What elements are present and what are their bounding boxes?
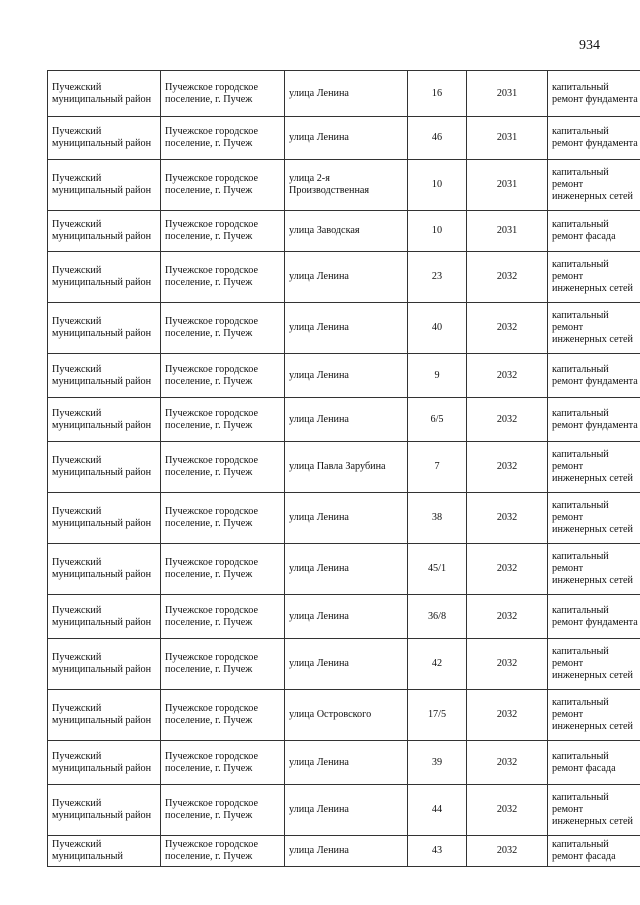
year-cell: 2032 (467, 544, 548, 595)
district-cell: Пучежский муниципальный район (48, 117, 161, 160)
settlement-cell: Пучежское городское поселение, г. Пучеж (161, 785, 285, 836)
settlement-cell: Пучежское городское поселение, г. Пучеж (161, 639, 285, 690)
work-type-cell: капитальный ремонт инженерных сетей (548, 785, 640, 836)
settlement-cell: Пучежское городское поселение, г. Пучеж (161, 741, 285, 785)
year-cell: 2031 (467, 71, 548, 117)
settlement-cell: Пучежское городское поселение, г. Пучеж (161, 160, 285, 211)
house-number-cell: 43 (408, 836, 467, 867)
house-number-cell: 36/8 (408, 595, 467, 639)
street-cell: улица Ленина (285, 639, 408, 690)
work-type-cell: капитальный ремонт инженерных сетей (548, 639, 640, 690)
district-cell: Пучежский муниципальный район (48, 741, 161, 785)
street-cell: улица Ленина (285, 493, 408, 544)
year-cell: 2032 (467, 741, 548, 785)
district-cell: Пучежский муниципальный (48, 836, 161, 867)
street-cell: улица Ленина (285, 354, 408, 398)
table-body (48, 71, 640, 867)
year-cell: 2032 (467, 398, 548, 442)
year-cell: 2032 (467, 690, 548, 741)
street-cell: улица 2-я Производственная (285, 160, 408, 211)
settlement-cell: Пучежское городское поселение, г. Пучеж (161, 836, 285, 867)
street-cell: улица Ленина (285, 741, 408, 785)
street-cell: улица Павла Зарубина (285, 442, 408, 493)
settlement-cell: Пучежское городское поселение, г. Пучеж (161, 252, 285, 303)
house-number-cell: 23 (408, 252, 467, 303)
settlement-cell: Пучежское городское поселение, г. Пучеж (161, 442, 285, 493)
table-row (48, 785, 640, 836)
repair-schedule-table (47, 70, 640, 867)
house-number-cell: 38 (408, 493, 467, 544)
street-cell: улица Ленина (285, 117, 408, 160)
district-cell: Пучежский муниципальный район (48, 595, 161, 639)
house-number-cell: 17/5 (408, 690, 467, 741)
table-row (48, 836, 640, 867)
district-cell: Пучежский муниципальный район (48, 398, 161, 442)
table-row (48, 252, 640, 303)
work-type-cell: капитальный ремонт инженерных сетей (548, 303, 640, 354)
work-type-cell: капитальный ремонт инженерных сетей (548, 690, 640, 741)
table-row (48, 160, 640, 211)
settlement-cell: Пучежское городское поселение, г. Пучеж (161, 544, 285, 595)
street-cell: улица Ленина (285, 544, 408, 595)
settlement-cell: Пучежское городское поселение, г. Пучеж (161, 117, 285, 160)
house-number-cell: 40 (408, 303, 467, 354)
year-cell: 2032 (467, 493, 548, 544)
settlement-cell: Пучежское городское поселение, г. Пучеж (161, 398, 285, 442)
house-number-cell: 39 (408, 741, 467, 785)
table-row (48, 354, 640, 398)
work-type-cell: капитальный ремонт фундамента (548, 595, 640, 639)
year-cell: 2032 (467, 836, 548, 867)
work-type-cell: капитальный ремонт фасада (548, 741, 640, 785)
table-row (48, 493, 640, 544)
year-cell: 2032 (467, 639, 548, 690)
district-cell: Пучежский муниципальный район (48, 211, 161, 252)
house-number-cell: 7 (408, 442, 467, 493)
table-row (48, 639, 640, 690)
district-cell: Пучежский муниципальный район (48, 690, 161, 741)
work-type-cell: капитальный ремонт фасада (548, 836, 640, 867)
street-cell: улица Ленина (285, 836, 408, 867)
house-number-cell: 10 (408, 160, 467, 211)
work-type-cell: капитальный ремонт фундамента (548, 398, 640, 442)
settlement-cell: Пучежское городское поселение, г. Пучеж (161, 690, 285, 741)
year-cell: 2032 (467, 303, 548, 354)
street-cell: улица Ленина (285, 398, 408, 442)
year-cell: 2031 (467, 160, 548, 211)
year-cell: 2032 (467, 354, 548, 398)
work-type-cell: капитальный ремонт фасада (548, 211, 640, 252)
district-cell: Пучежский муниципальный район (48, 442, 161, 493)
year-cell: 2032 (467, 442, 548, 493)
year-cell: 2031 (467, 117, 548, 160)
work-type-cell: капитальный ремонт инженерных сетей (548, 252, 640, 303)
table-row (48, 741, 640, 785)
street-cell: улица Островского (285, 690, 408, 741)
street-cell: улица Ленина (285, 71, 408, 117)
work-type-cell: капитальный ремонт инженерных сетей (548, 442, 640, 493)
table-row (48, 71, 640, 117)
district-cell: Пучежский муниципальный район (48, 639, 161, 690)
settlement-cell: Пучежское городское поселение, г. Пучеж (161, 493, 285, 544)
street-cell: улица Ленина (285, 303, 408, 354)
house-number-cell: 45/1 (408, 544, 467, 595)
table-row (48, 398, 640, 442)
settlement-cell: Пучежское городское поселение, г. Пучеж (161, 71, 285, 117)
page-number: 934 (579, 38, 600, 53)
work-type-cell: капитальный ремонт фундамента (548, 117, 640, 160)
work-type-cell: капитальный ремонт фундамента (548, 354, 640, 398)
year-cell: 2032 (467, 785, 548, 836)
street-cell: улица Ленина (285, 785, 408, 836)
table-row (48, 117, 640, 160)
street-cell: улица Ленина (285, 595, 408, 639)
work-type-cell: капитальный ремонт инженерных сетей (548, 160, 640, 211)
house-number-cell: 42 (408, 639, 467, 690)
table-row (48, 211, 640, 252)
house-number-cell: 9 (408, 354, 467, 398)
district-cell: Пучежский муниципальный район (48, 544, 161, 595)
settlement-cell: Пучежское городское поселение, г. Пучеж (161, 595, 285, 639)
year-cell: 2032 (467, 595, 548, 639)
house-number-cell: 10 (408, 211, 467, 252)
district-cell: Пучежский муниципальный район (48, 303, 161, 354)
table-row (48, 595, 640, 639)
district-cell: Пучежский муниципальный район (48, 354, 161, 398)
district-cell: Пучежский муниципальный район (48, 785, 161, 836)
settlement-cell: Пучежское городское поселение, г. Пучеж (161, 354, 285, 398)
district-cell: Пучежский муниципальный район (48, 160, 161, 211)
work-type-cell: капитальный ремонт инженерных сетей (548, 544, 640, 595)
table-row (48, 442, 640, 493)
settlement-cell: Пучежское городское поселение, г. Пучеж (161, 211, 285, 252)
work-type-cell: капитальный ремонт инженерных сетей (548, 493, 640, 544)
house-number-cell: 6/5 (408, 398, 467, 442)
district-cell: Пучежский муниципальный район (48, 71, 161, 117)
street-cell: улица Заводская (285, 211, 408, 252)
table-row (48, 690, 640, 741)
street-cell: улица Ленина (285, 252, 408, 303)
year-cell: 2032 (467, 252, 548, 303)
year-cell: 2031 (467, 211, 548, 252)
table-row (48, 303, 640, 354)
house-number-cell: 44 (408, 785, 467, 836)
district-cell: Пучежский муниципальный район (48, 493, 161, 544)
settlement-cell: Пучежское городское поселение, г. Пучеж (161, 303, 285, 354)
district-cell: Пучежский муниципальный район (48, 252, 161, 303)
house-number-cell: 46 (408, 117, 467, 160)
work-type-cell: капитальный ремонт фундамента (548, 71, 640, 117)
house-number-cell: 16 (408, 71, 467, 117)
table-row (48, 544, 640, 595)
